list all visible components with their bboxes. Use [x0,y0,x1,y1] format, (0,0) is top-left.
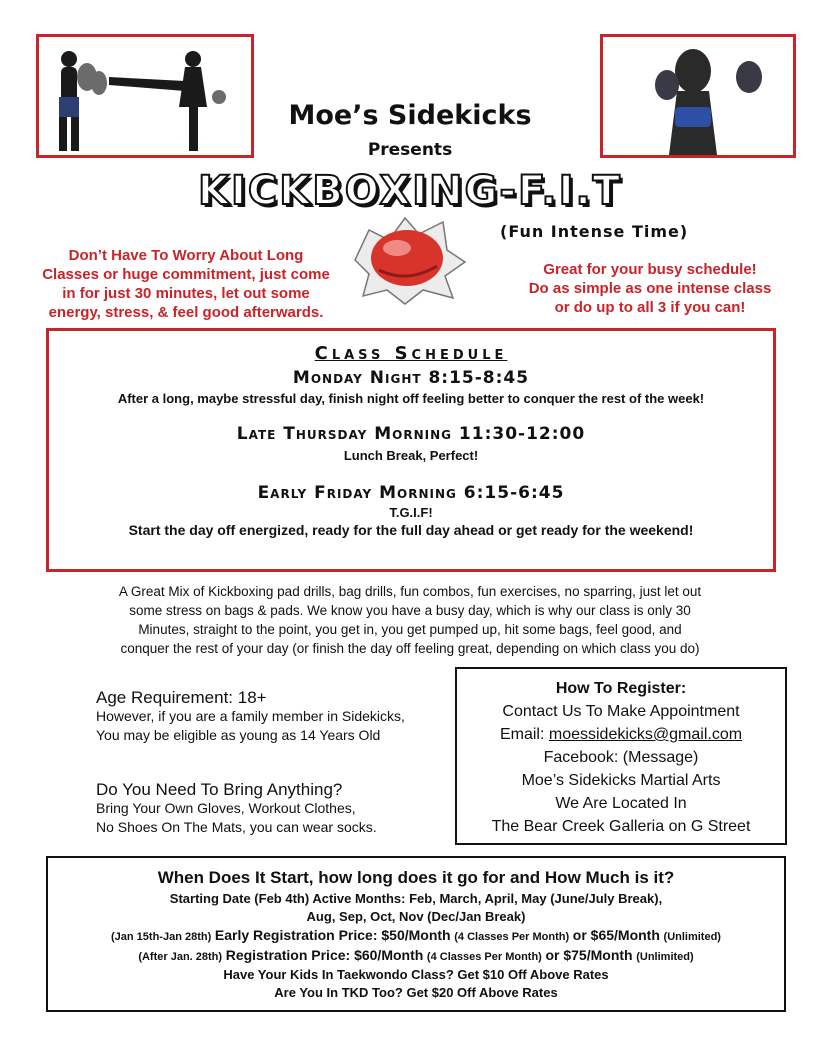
kick-silhouette-icon [39,37,251,155]
class-description [60,582,760,658]
early-price-or: or $65/Month [572,927,660,943]
pricing-title: When Does It Start, how long does it go for and How Much is it? [157,868,675,887]
left-blurb-line: in for just 30 minutes, let out some [62,285,310,302]
regular-price-label: Registration Price: $60/Month [225,947,424,963]
class-schedule-box [46,328,776,572]
register-contact: Contact Us To Make Appointment [502,703,740,720]
start-line: Starting Date (Feb 4th) Active Months: Feb, March, April, May (June/July Break), [169,891,663,906]
class-note: Lunch Break, Perfect! [343,448,479,463]
class-heading: Late Thursday Morning 11:30-12:00 [236,424,586,444]
boxing-glove-graphic [345,210,473,306]
register-email-line [457,723,785,746]
class-heading: Early Friday Morning 6:15-6:45 [257,483,565,503]
what-to-bring [96,780,446,837]
left-blurb-line: energy, stress, & feel good afterwards. [48,304,324,321]
early-price-line [48,926,784,946]
boxer-photo [600,34,796,158]
description-line: conquer the rest of your day (or finish the day off feeling great, depending on which class you do) [120,641,700,656]
bring-line: No Shoes On The Mats, you can wear socks. [96,819,377,835]
register-title: How To Register: [555,680,687,697]
class-note: After a long, maybe stressful day, finish night off feeling better to conquer the rest of the week! [117,391,705,406]
age-line: You may be eligible as young as 14 Years Old [96,727,381,743]
email-link[interactable]: moessidekicks@gmail.com [548,726,743,743]
start-line: Aug, Sep, Oct, Nov (Dec/Jan Break) [306,909,526,924]
description-line: Minutes, straight to the point, you get in, you get pumped up, hit some bags, feel good, and [138,622,682,637]
early-price-classes: (4 Classes Per Month) [454,931,570,943]
kids-discount: Have Your Kids In Taekwondo Class? Get $10 Off Above Rates [223,967,609,982]
subheadline: (Fun Intense Time) [500,222,689,241]
early-price-unlimited: (Unlimited) [663,931,721,943]
brand-title: Moe’s Sidekicks [288,100,532,131]
bring-line: Bring Your Own Gloves, Workout Clothes, [96,800,356,816]
right-blurb-line: Great for your busy schedule! [543,261,757,278]
kickboxing-pair-photo [36,34,254,158]
description-line: some stress on bags & pads. We know you have a busy day, which is why our class is only 30 [129,603,691,618]
left-blurb-line: Classes or huge commitment, just come [42,266,330,283]
regular-price-line [48,946,784,966]
class-note: Start the day off energized, ready for the full day ahead or get ready for the weekend! [128,522,694,538]
left-blurb [22,246,350,322]
regular-price-classes: (4 Classes Per Month) [426,951,542,963]
regular-price-or: or $75/Month [545,947,633,963]
class-note: T.G.I.F! [389,505,433,520]
right-blurb-line: Do as simple as one intense class [528,280,772,297]
right-blurb [500,260,800,317]
register-facebook: Facebook: (Message) [543,749,699,766]
right-blurb-line: or do up to all 3 if you can! [554,299,746,316]
age-requirement [96,688,446,745]
register-located: We Are Located In [555,795,687,812]
register-school-name: Moe’s Sidekicks Martial Arts [521,772,721,789]
bring-title: Do You Need To Bring Anything? [96,780,343,799]
left-blurb-line: Don’t Have To Worry About Long [68,247,304,264]
regular-price-prefix: (After Jan. 28th) [138,951,223,963]
age-line: However, if you are a family member in Sidekicks, [96,708,405,724]
age-title: Age Requirement: 18+ [96,688,267,707]
registration-box [455,667,787,845]
early-price-prefix: (Jan 15th-Jan 28th) [111,931,212,943]
schedule-title: Class Schedule [314,343,508,364]
early-price-label: Early Registration Price: $50/Month [214,927,451,943]
class-heading: Monday Night 8:15-8:45 [292,368,530,388]
headline: KICKBOXING-F.I.T [198,168,622,214]
email-label: Email: [499,726,549,743]
description-line: A Great Mix of Kickboxing pad drills, bag drills, fun combos, fun exercises, no sparring, just let out [118,584,702,599]
boxer-silhouette-icon [603,37,793,155]
tkd-discount: Are You In TKD Too? Get $20 Off Above Rates [274,985,558,1000]
boxing-glove-icon [345,210,473,306]
presents-text: Presents [367,140,453,160]
pricing-box [46,856,786,1012]
regular-price-unlimited: (Unlimited) [636,951,694,963]
register-address: The Bear Creek Galleria on G Street [491,818,751,835]
